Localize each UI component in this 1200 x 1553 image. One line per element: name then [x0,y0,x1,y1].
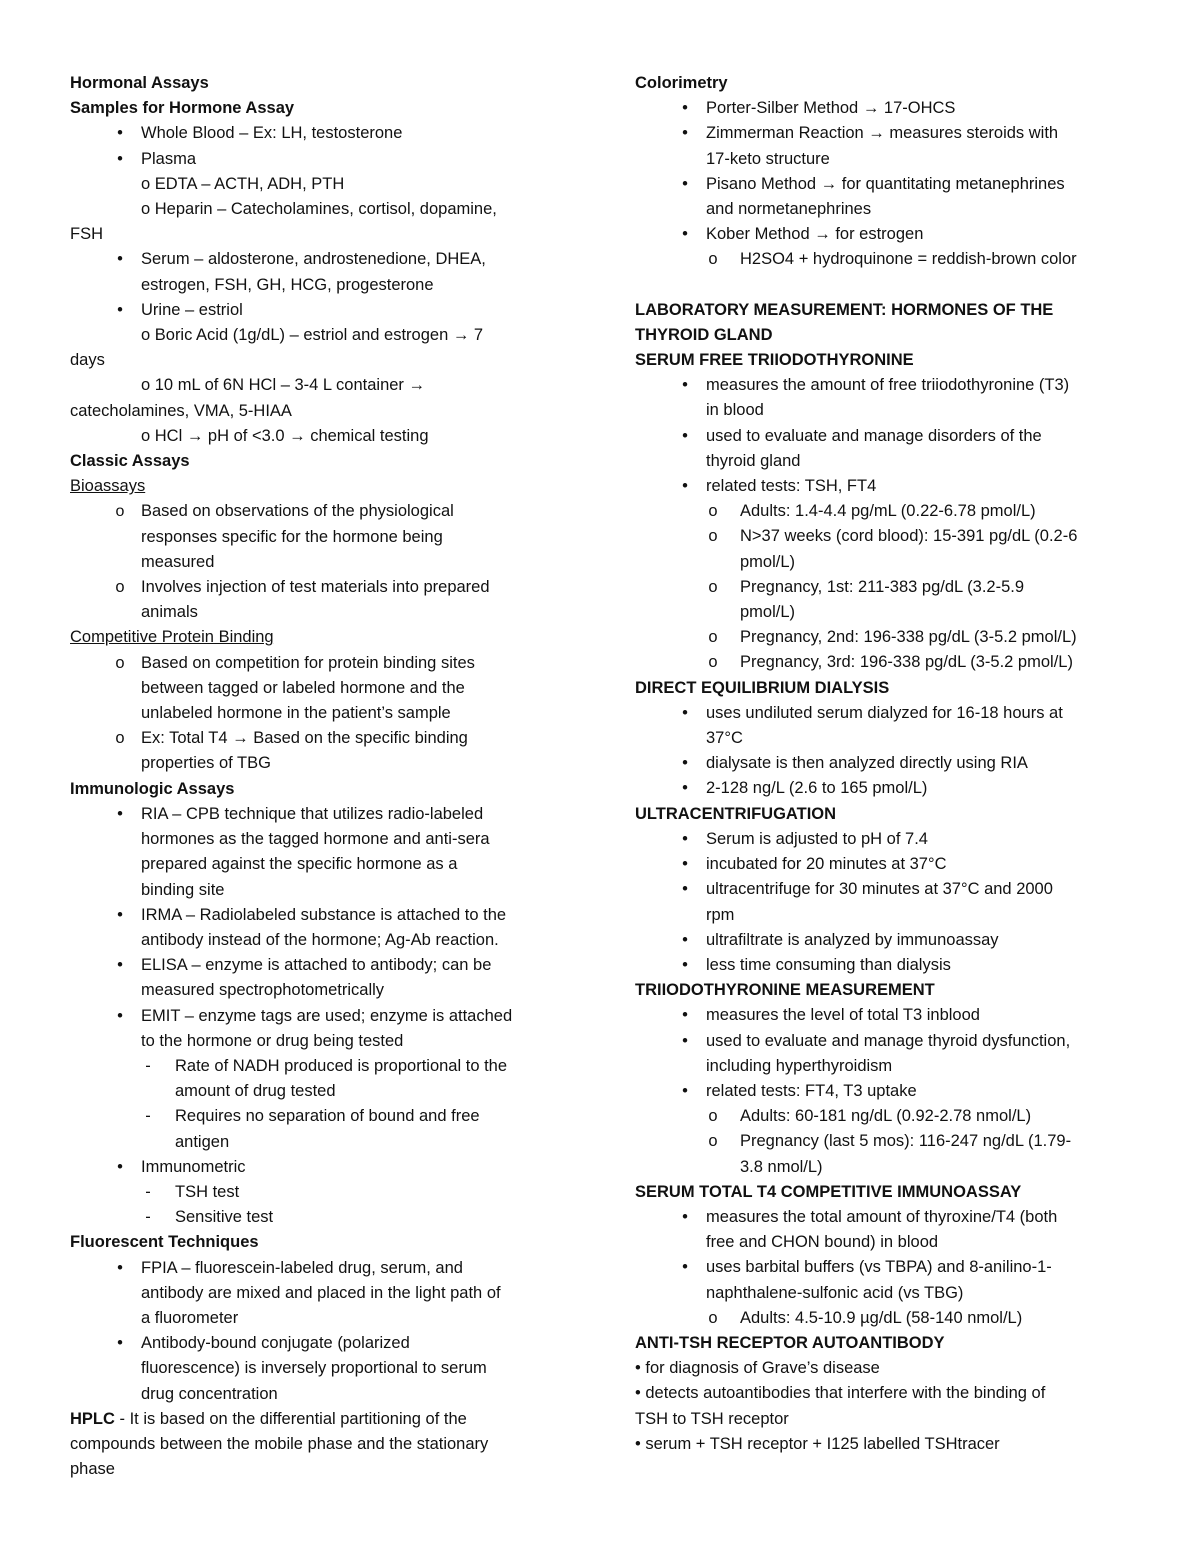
item-text: related tests: FT4, T3 uptake [706,1081,917,1100]
list-item [70,1155,570,1180]
item-text: Kober Method → for estrogen [706,225,924,244]
bullet-marker: • [682,855,688,874]
item-continuation: 37°C [706,729,743,748]
item-continuation: pmol/L) [740,603,796,622]
circle-marker: o [115,653,125,672]
circle-marker: o [708,527,718,546]
list-item [635,1029,1140,1054]
bullet-marker: • [117,956,123,975]
item-text: measures the amount of free triiodothyronine (T3) [706,376,1070,395]
item-text: Zimmerman Reaction → measures steroids with [706,124,1059,143]
list-item [70,953,570,978]
paragraph-line: • serum + TSH receptor + I125 labelled TSHtracer [635,1434,1000,1453]
item-continuation: unlabeled hormone in the patient’s sample [141,704,451,723]
list-item [635,852,1140,877]
sub-item: o 10 mL of 6N HCl – 3-4 L container → [141,376,425,395]
item-text: Based on competition for protein binding sites [141,653,475,672]
bullet-marker: • [117,905,123,924]
item-continuation: hormones as the tagged hormone and anti-sera [141,830,490,849]
bullet-marker: • [682,1081,688,1100]
paragraph-line: TSH to TSH receptor [635,1409,789,1428]
item-text: Adults: 1.4-4.4 pg/mL (0.22-6.78 pmol/L) [740,502,1036,521]
spacer [635,273,1140,298]
dash-marker: - [145,1056,151,1075]
dash-marker: - [145,1182,151,1201]
sub-list-item [635,625,1140,650]
item-text: incubated for 20 minutes at 37°C [706,855,947,874]
hplc-continuation: compounds between the mobile phase and the stationary [70,1434,489,1453]
heading-anti-tsh: ANTI-TSH RECEPTOR AUTOANTIBODY [635,1333,945,1352]
item-text: Urine – estriol [141,300,243,319]
item-text: RIA – CPB technique that utilizes radio-labeled [141,804,484,823]
item-text: N>37 weeks (cord blood): 15-391 pg/dL (0.2-6 [740,527,1078,546]
item-text: Serum is adjusted to pH of 7.4 [706,829,928,848]
paragraph-line: • for diagnosis of Grave’s disease [635,1359,880,1378]
bullet-marker: • [682,829,688,848]
heading-t3-measurement: TRIIODOTHYRONINE MEASUREMENT [635,981,935,1000]
left-column [70,71,570,1482]
list-item [70,247,570,272]
bullet-marker: • [682,703,688,722]
item-continuation: free and CHON bound) in blood [706,1233,939,1252]
item-text: IRMA – Radiolabeled substance is attached to the [141,905,507,924]
list-item [635,222,1140,247]
item-text: Rate of NADH produced is proportional to the [175,1056,508,1075]
heading-hormonal-assays: Hormonal Assays [70,74,209,92]
list-item [635,701,1140,726]
item-continuation: antibody instead of the hormone; Ag-Ab reaction. [141,930,499,949]
item-text: 2-128 ng/L (2.6 to 165 pmol/L) [706,779,928,798]
item-text: measures the level of total T3 inblood [706,1006,980,1025]
item-text: EMIT – enzyme tags are used; enzyme is attached [141,1006,513,1025]
hplc-text: - It is based on the differential partitioning of the [114,1409,467,1428]
circle-marker: o [708,628,718,647]
bullet-marker: • [682,880,688,899]
bullet-marker: • [682,1031,688,1050]
item-continuation: binding site [141,880,225,899]
bullet-marker: • [682,426,688,445]
circle-marker: o [708,577,718,596]
item-continuation: and normetanephrines [706,200,872,219]
heading-immunologic-assays: Immunologic Assays [70,779,235,798]
sub-list-item [70,1205,570,1230]
bullet-marker: • [682,99,688,118]
item-text: related tests: TSH, FT4 [706,477,877,496]
list-item [635,121,1140,146]
sub-list-item [635,1129,1140,1154]
sub-list-item [635,1104,1140,1129]
item-text: Adults: 60-181 ng/dL (0.92-2.78 nmol/L) [740,1107,1032,1126]
item-text: Antibody-bound conjugate (polarized [141,1334,410,1353]
circle-marker: o [708,502,718,521]
list-item [70,651,570,676]
sub-list-item [635,1306,1140,1331]
circle-marker: o [708,1132,718,1151]
bullet-marker: • [682,376,688,395]
item-continuation: a fluorometer [141,1308,239,1327]
hplc-paragraph [70,1407,570,1432]
sub-item: o EDTA – ACTH, ADH, PTH [141,174,345,193]
list-item [635,96,1140,121]
item-continuation: to the hormone or drug being tested [141,1031,404,1050]
bullet-marker: • [117,804,123,823]
bullet-marker: • [117,1006,123,1025]
item-text: Whole Blood – Ex: LH, testosterone [141,124,403,143]
dash-marker: - [145,1208,151,1227]
bullet-marker: • [117,149,123,168]
item-continuation: estrogen, FSH, GH, HCG, progesterone [141,275,434,294]
heading-classic-assays: Classic Assays [70,452,190,471]
bullet-marker: • [117,124,123,143]
circle-marker: o [708,1308,718,1327]
list-item [70,575,570,600]
item-text: Based on observations of the physiological [141,502,454,521]
bullet-marker: • [117,1157,123,1176]
list-item [635,424,1140,449]
bullet-marker: • [682,930,688,949]
list-item [635,877,1140,902]
item-continuation: responses specific for the hormone being [141,527,443,546]
item-text: Ex: Total T4 → Based on the specific binding [141,729,468,748]
heading-samples: Samples for Hormone Assay [70,99,295,118]
bullet-marker: • [117,300,123,319]
circle-marker: o [115,578,125,597]
heading-lab-measurement: LABORATORY MEASUREMENT: HORMONES OF THE [635,300,1054,319]
item-text: FPIA – fluorescein-labeled drug, serum, and [141,1258,463,1277]
item-text: Serum – aldosterone, androstenedione, DHEA, [141,250,486,269]
sub-list-item [635,650,1140,675]
heading-lab-measurement-cont: THYROID GLAND [635,325,773,344]
list-item [635,172,1140,197]
subheading-cpb: Competitive Protein Binding [70,628,274,647]
item-continuation: between tagged or labeled hormone and the [141,678,465,697]
item-continuation: 3.8 nmol/L) [740,1157,823,1176]
item-continuation: rpm [706,905,735,924]
item-text: measures the total amount of thyroxine/T4 (both [706,1207,1058,1226]
wrapped-text: FSH [70,225,103,244]
bullet-marker: • [682,955,688,974]
sub-item: o Boric Acid (1g/dL) – estriol and estrogen → 7 [141,326,484,345]
sub-list-item [70,1180,570,1205]
bullet-marker: • [682,754,688,773]
item-text: less time consuming than dialysis [706,955,951,974]
sub-item: o Heparin – Catecholamines, cortisol, dopamine, [141,200,497,219]
bullet-marker: • [682,1207,688,1226]
item-continuation: animals [141,603,198,622]
paragraph-line: • detects autoantibodies that interfere with the binding of [635,1384,1046,1403]
item-continuation: properties of TBG [141,754,271,773]
item-continuation: 17-keto structure [706,149,830,168]
list-item [70,802,570,827]
list-item [70,298,570,323]
item-text: Sensitive test [175,1208,274,1227]
bullet-marker: • [682,779,688,798]
item-text: Pregnancy, 1st: 211-383 pg/dL (3.2-5.9 [740,577,1025,596]
hplc-label: HPLC [70,1409,115,1428]
bullet-marker: • [682,1258,688,1277]
item-text: ELISA – enzyme is attached to antibody; can be [141,956,492,975]
circle-marker: o [708,653,718,672]
list-item [635,928,1140,953]
bullet-marker: • [682,1006,688,1025]
sub-list-item [635,575,1140,600]
bullet-marker: • [117,250,123,269]
circle-marker: o [708,250,718,269]
item-text: Adults: 4.5-10.9 µg/dL (58-140 nmol/L) [740,1308,1023,1327]
sub-item: o HCl → pH of <3.0 → chemical testing [141,426,429,445]
list-item [70,1331,570,1356]
item-continuation: pmol/L) [740,552,796,571]
item-text: ultrafiltrate is analyzed by immunoassay [706,930,999,949]
list-item [635,827,1140,852]
list-item [635,1255,1140,1280]
bullet-marker: • [682,477,688,496]
list-item [635,474,1140,499]
circle-marker: o [708,1107,718,1126]
list-item [70,1256,570,1281]
item-text: Pregnancy, 2nd: 196-338 pg/dL (3-5.2 pmol/L) [740,628,1077,647]
list-item [70,1004,570,1029]
item-continuation: prepared against the specific hormone as a [141,855,458,874]
item-text: Requires no separation of bound and free [175,1107,480,1126]
list-item [70,903,570,928]
sub-list-item [635,499,1140,524]
item-text: Immunometric [141,1157,246,1176]
item-continuation: naphthalene-sulfonic acid (vs TBG) [706,1283,964,1302]
heading-fluorescent-techniques: Fluorescent Techniques [70,1233,259,1252]
hplc-continuation: phase [70,1460,115,1479]
item-text: used to evaluate and manage disorders of the [706,426,1042,445]
item-text: Pregnancy (last 5 mos): 116-247 ng/dL (1.79- [740,1132,1072,1151]
bullet-marker: • [117,1258,123,1277]
item-continuation: fluorescence) is inversely proportional to serum [141,1359,487,1378]
sub-list-item [635,247,1140,272]
item-text: Involves injection of test materials into prepared [141,578,490,597]
list-item [70,726,570,751]
dash-marker: - [145,1107,151,1126]
list-item [635,1205,1140,1230]
bullet-marker: • [682,124,688,143]
subheading-bioassays: Bioassays [70,477,146,496]
item-text: uses undiluted serum dialyzed for 16-18 hours at [706,703,1063,722]
item-continuation: in blood [706,401,764,420]
bullet-marker: • [682,225,688,244]
item-text: used to evaluate and manage thyroid dysfunction, [706,1031,1071,1050]
item-continuation: antigen [175,1132,230,1151]
sub-list-item [70,1104,570,1129]
circle-marker: o [115,729,125,748]
item-continuation: amount of drug tested [175,1082,336,1101]
item-text: Plasma [141,149,197,168]
item-continuation: including hyperthyroidism [706,1056,893,1075]
circle-marker: o [115,503,125,521]
list-item [70,499,570,524]
sub-list-item [635,524,1140,549]
heading-colorimetry: Colorimetry [635,74,728,92]
list-item [70,121,570,146]
item-continuation: measured spectrophotometrically [141,981,385,1000]
item-text: H2SO4 + hydroquinone = reddish-brown color [740,250,1077,269]
sub-list-item [70,1054,570,1079]
item-continuation: measured [141,552,215,571]
list-item [635,751,1140,776]
item-continuation: thyroid gland [706,451,801,470]
list-item [635,1079,1140,1104]
wrapped-text: days [70,351,105,370]
item-continuation: antibody are mixed and placed in the light path of [141,1283,501,1302]
list-item [635,776,1140,801]
item-text: ultracentrifuge for 30 minutes at 37°C and 2000 [706,880,1053,899]
item-text: Pregnancy, 3rd: 196-338 pg/dL (3-5.2 pmol/L) [740,653,1073,672]
heading-total-t4: SERUM TOTAL T4 COMPETITIVE IMMUNOASSAY [635,1182,1022,1201]
list-item [635,373,1140,398]
item-text: dialysate is then analyzed directly using RIA [706,754,1028,773]
item-text: uses barbital buffers (vs TBPA) and 8-anilino-1- [706,1258,1052,1277]
list-item [635,1003,1140,1028]
item-text: TSH test [175,1182,240,1201]
wrapped-text: catecholamines, VMA, 5-HIAA [70,401,292,420]
heading-direct-equilibrium-dialysis: DIRECT EQUILIBRIUM DIALYSIS [635,678,890,697]
list-item [70,147,570,172]
item-text: Pisano Method → for quantitating metanephrines [706,174,1065,193]
right-column [635,71,1140,1457]
heading-serum-free-t3: SERUM FREE TRIIODOTHYRONINE [635,351,914,370]
list-item [635,953,1140,978]
heading-ultracentrifugation: ULTRACENTRIFUGATION [635,804,837,823]
bullet-marker: • [117,1334,123,1353]
item-text: Porter-Silber Method → 17-OHCS [706,99,956,118]
bullet-marker: • [682,174,688,193]
item-continuation: drug concentration [141,1384,278,1403]
